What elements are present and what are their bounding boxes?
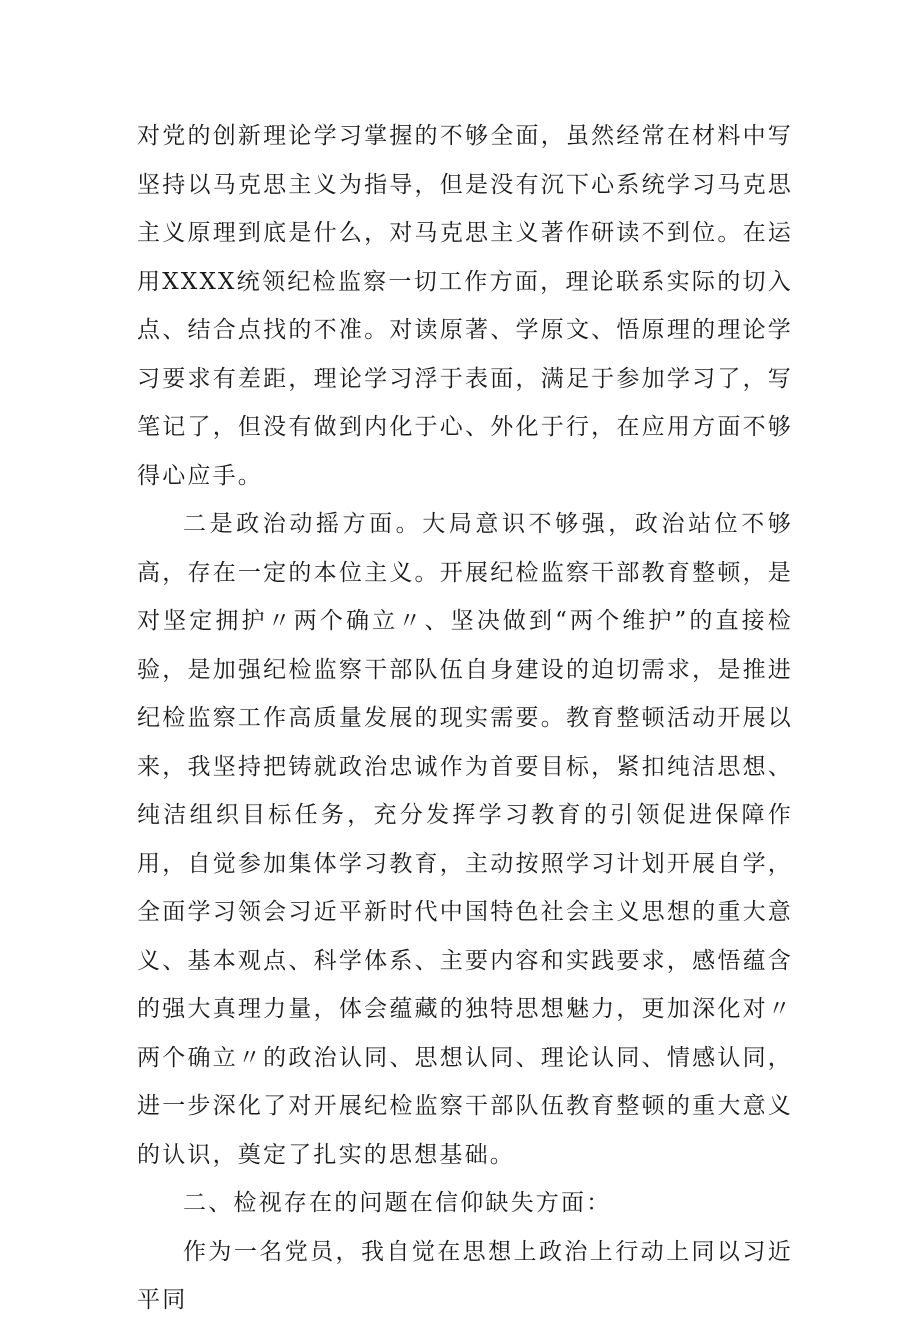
document-body	[137, 112, 793, 1325]
section-heading-problems: 二、检视存在的问题在信仰缺失方面：	[183, 1190, 612, 1216]
paragraph-continuation: 对党的创新理论学习掌握的不够全面，虽然经常在材料中写坚持以马克思主义为指导，但是没有沉下心系统学习马克思主义原理到底是什么，对马克思主义著作研读不到位。在运用XXXX统领纪检监察一切工作方面，理论联系实际的切入点、结合点找的不准。对读原著、学原文、悟原理的理论学习要求有差距，理论学习浮于表面，满足于参加学习了，写笔记了，但没有做到内化于心、外化于行，在应用方面不够得心应手。	[137, 123, 793, 489]
paragraph-political-wavering: 二是政治动摇方面。大局意识不够强，政治站位不够高，存在一定的本位主义。开展纪检监察干部教育整顿，是对坚定拥护〃两个确立〃、坚决做到“两个维护”的直接检验，是加强纪检监察干部队伍自身建设的迫切需求，是推进纪检监察工作高质量发展的现实需要。教育整顿活动开展以来，我坚持把铸就政治忠诚作为首要目标，紧扣纯洁思想、纯洁组织目标任务，充分发挥学习教育的引领促进保障作用，自觉参加集体学习教育，主动按照学习计划开展自学，全面学习领会习近平新时代中国特色社会主义思想的重大意义、基本观点、科学体系、主要内容和实践要求，感悟蕴含的强大真理力量，体会蕴藏的独特思想魅力，更加深化对〃两个确立〃的政治认同、思想认同、理论认同、情感认同，进一步深化了对开展纪检监察干部队伍教育整顿的重大意义的认识，奠定了扎实的思想基础。	[137, 511, 793, 1168]
paragraph-party-member: 作为一名党员，我自觉在思想上政治上行动上同以习近平同	[137, 1238, 793, 1313]
